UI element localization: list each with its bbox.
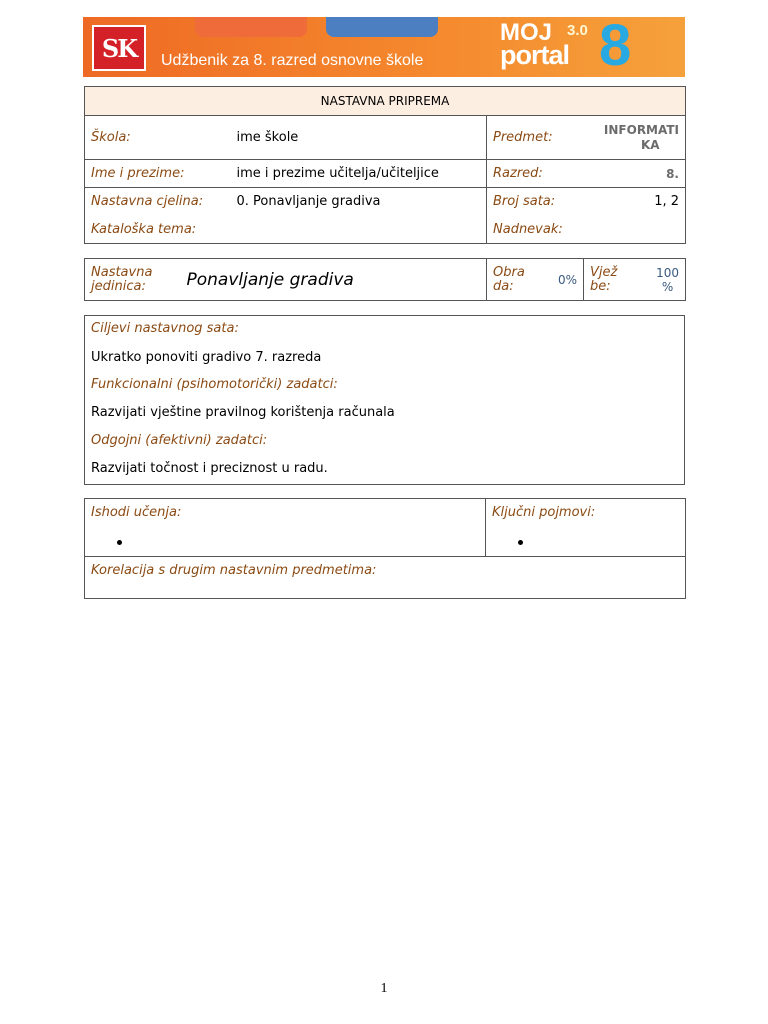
- brand-version: 3.0: [567, 22, 588, 39]
- outcomes-cell: [85, 499, 486, 557]
- lesson-unit-label-line2: jedinica:: [91, 278, 146, 294]
- goals-section: [84, 315, 685, 485]
- brand-bottom: portal: [500, 40, 570, 70]
- concepts-bullet: [518, 540, 523, 545]
- name-label: Ime i prezime:: [85, 160, 231, 188]
- practice-cell: [584, 259, 686, 301]
- practice-value-line1: 100: [656, 265, 679, 280]
- educational-text: Razvijati točnost i preciznost u radu.: [91, 461, 328, 476]
- goals-text: Ukratko ponoviti gradivo 7. razreda: [91, 350, 322, 365]
- brand-grade: 8: [599, 17, 632, 77]
- subject-label: Predmet:: [487, 116, 592, 160]
- date-label: Nadnevak:: [487, 216, 592, 244]
- class-value: 8.: [592, 160, 686, 188]
- practice-value-line2: %: [661, 279, 674, 294]
- date-value: [592, 216, 686, 244]
- topic-label: Kataloška tema:: [85, 216, 231, 244]
- processing-label-line2: da:: [493, 278, 514, 294]
- school-label: Škola:: [85, 116, 231, 160]
- sk-logo: [92, 25, 146, 71]
- outcomes-label: Ishodi učenja:: [91, 505, 182, 520]
- topic-value: [231, 216, 487, 244]
- name-value: ime i prezime učitelja/učiteljice: [231, 160, 487, 188]
- processing-cell: [487, 259, 584, 301]
- functional-label: Funkcionalni (psihomotorički) zadatci:: [91, 377, 338, 392]
- processing-label-line1: Obra: [493, 264, 525, 280]
- unit-label: Nastavna cjelina:: [85, 188, 231, 216]
- lesson-table: [84, 258, 686, 301]
- lesson-unit-label: [85, 259, 183, 301]
- school-value: ime škole: [231, 116, 487, 160]
- header-banner: [83, 17, 685, 77]
- concepts-label: Ključni pojmovi:: [492, 505, 596, 520]
- logo-text: SK: [101, 33, 137, 63]
- class-label: Razred:: [487, 160, 592, 188]
- page-number: 1: [380, 981, 388, 996]
- educational-label: Odgojni (afektivni) zadatci:: [91, 433, 268, 448]
- goals-label: Ciljevi nastavnog sata:: [91, 321, 239, 336]
- concepts-cell: [486, 499, 686, 557]
- practice-label-line1: Vjež: [590, 264, 618, 280]
- banner-decoration: [326, 17, 438, 37]
- practice-label-line2: be:: [590, 278, 611, 294]
- functional-text: Razvijati vještine pravilnog korištenja računala: [91, 405, 395, 420]
- brand-top: MOJ: [500, 19, 553, 46]
- document-title: NASTAVNA PRIPREMA: [85, 87, 686, 116]
- banner-subtitle: Udžbenik za 8. razred osnovne škole: [161, 52, 424, 69]
- correlation-label: Korelacija s drugim nastavnim predmetima:: [91, 563, 377, 578]
- hours-label: Broj sata:: [487, 188, 592, 216]
- unit-value: 0. Ponavljanje gradiva: [231, 188, 487, 216]
- outcomes-table: [84, 498, 686, 599]
- header-table: [84, 86, 686, 244]
- subject-value: [592, 116, 686, 160]
- hours-value: 1, 2: [592, 188, 686, 216]
- banner-decoration: [195, 17, 307, 37]
- outcomes-bullet: [117, 540, 122, 545]
- lesson-unit-label-line1: Nastavna: [91, 264, 153, 280]
- processing-value: 0%: [557, 272, 577, 287]
- subject-value-line2: KA: [640, 137, 660, 152]
- subject-value-line1: INFORMATI: [603, 122, 679, 137]
- lesson-unit-title: Ponavljanje gradiva: [183, 259, 487, 301]
- correlation-cell: [85, 557, 686, 599]
